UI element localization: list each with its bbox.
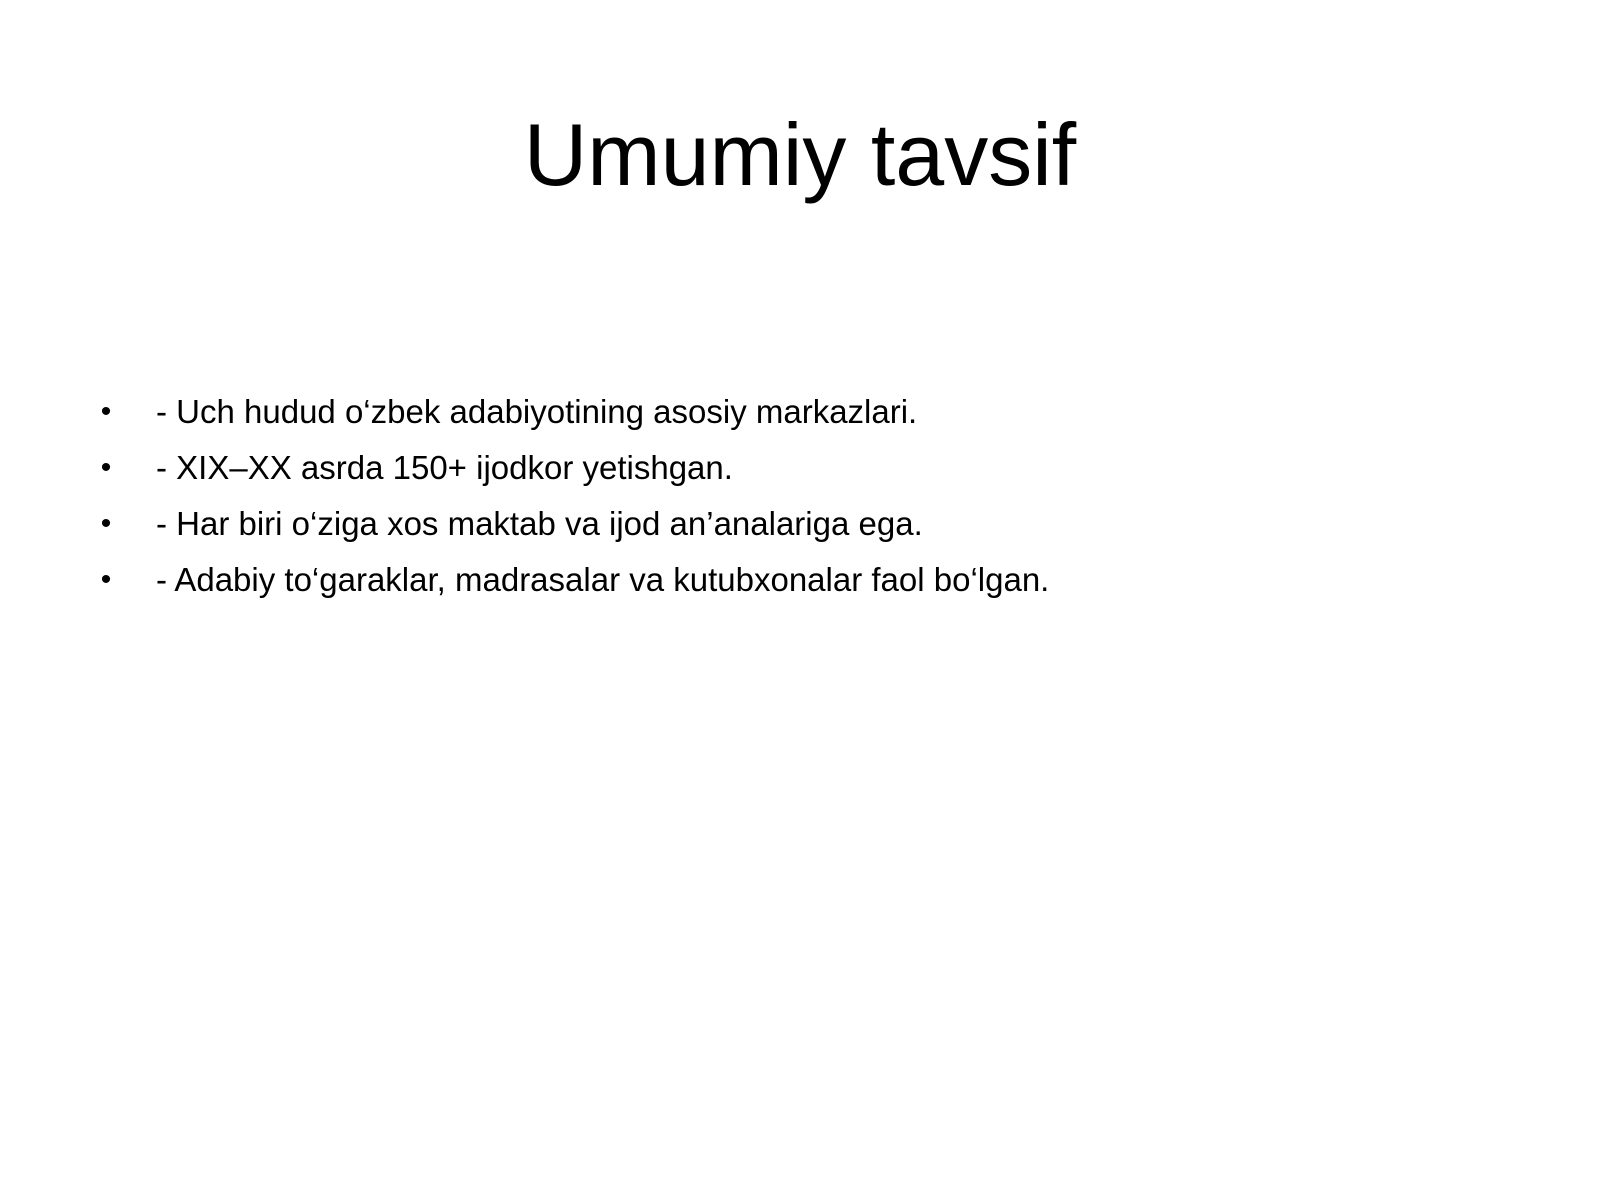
list-item: [90, 496, 1530, 552]
bullet-icon: •: [100, 507, 112, 540]
list-item: [90, 552, 1530, 608]
bullet-list: [90, 384, 1530, 608]
bullet-text: - Adabiy to‘garaklar, madrasalar va kutubxonalar faol bo‘lgan.: [156, 561, 1050, 598]
bullet-text: - Har biri o‘ziga xos maktab va ijod an’analariga ega.: [156, 505, 923, 542]
bullet-text: - XIX–XX asrda 150+ ijodkor yetishgan.: [156, 449, 733, 486]
list-item: [90, 440, 1530, 496]
list-item: [90, 384, 1530, 440]
bullet-icon: •: [100, 563, 112, 596]
bullet-icon: •: [100, 395, 112, 428]
slide-title: Umumiy tavsif: [523, 105, 1077, 204]
bullet-text: - Uch hudud o‘zbek adabiyotining asosiy markazlari.: [156, 393, 918, 430]
bullet-icon: •: [100, 451, 112, 484]
